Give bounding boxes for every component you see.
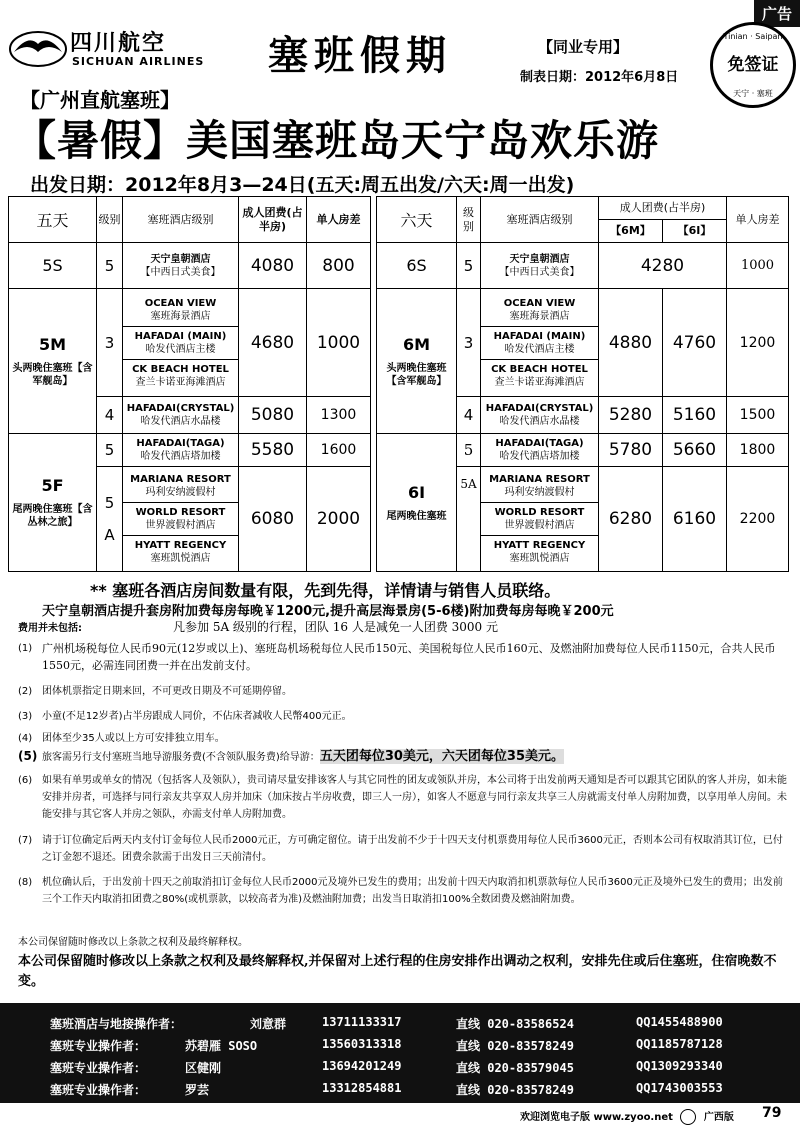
contact-qq: QQ1309293340: [636, 1059, 723, 1073]
hotel-name-cn: 哈发代酒店主楼: [504, 343, 575, 355]
hotel-name: WORLD RESORT: [494, 507, 585, 518]
term-text: 机位确认后，于出发前十四天之前取消扣订金每位人民币2000元及境外已发生的费用；出发前十四天内取消扣机票款每位人民币3600元正及境外已发生的费用；出发前三个工作天内取消扣团费之80%(或机票款，以较高者为准)及燃油附加费；出发当日取消扣100%全数团费及燃油附加费。: [42, 877, 783, 905]
term-item: [18, 772, 788, 824]
contact-row: [0, 1055, 800, 1077]
col-header-level: 级别: [97, 197, 123, 243]
route-tag: 【广州直航塞班】: [20, 88, 180, 112]
contact-footer: [0, 1003, 800, 1103]
stamp-top-text: Tinian · Saipan: [723, 32, 783, 41]
col-header-6i: 【6I】: [663, 220, 727, 243]
col-header-level: 级别: [457, 197, 481, 243]
term-text: 小童(不足12岁者)占半房跟成人同价，不佔床者减收人民幣400元正。: [42, 711, 352, 722]
hotel-level: 5: [457, 243, 481, 289]
term-number: (3): [18, 711, 33, 722]
adult-price: 6080: [239, 467, 307, 572]
col-header-6m: 【6M】: [599, 220, 663, 243]
adult-price-6i: 6160: [663, 467, 727, 572]
hotel-name: WORLD RESORT: [135, 507, 226, 518]
term-number: (4): [18, 733, 33, 744]
hotel-name-cn: 哈发代酒店塔加楼: [140, 451, 221, 462]
single-supplement: 1500: [727, 397, 789, 434]
group-discount-note: 凡参加 5A 级别的行程，团队 16 人是减免一人团费 3000 元: [173, 620, 498, 634]
hotel-name-cn: 塞班凯悦酒店: [509, 553, 570, 564]
single-supplement: 1000: [307, 289, 371, 397]
airline-name-cn: 四川航空: [70, 30, 167, 56]
airline-logo-icon: [8, 30, 68, 68]
hotel-name: OCEAN VIEW: [144, 297, 217, 309]
adult-price: 5080: [239, 397, 307, 434]
col-header-hotel: 塞班酒店级别: [481, 197, 599, 243]
table-date: 制表日期：2012年6月8日: [520, 70, 679, 85]
website-text: 欢迎浏览电子版 www.zyoo.net: [520, 1112, 673, 1123]
hotel-level: 4: [457, 397, 481, 434]
availability-notice: ** 塞班各酒店房间数量有限，先到先得，详情请与销售人员联络。: [90, 581, 561, 600]
col-header-hotel: 塞班酒店级别: [123, 197, 239, 243]
term-text: 如果有单男或单女的情况（包括客人及领队），贵司请尽量安排该客人与其它同性的团友或领队并房，本公司将于出发前两天通知是否可以跟其它团队的客人并房，如未能安排并房者，可选择与同行亲友共享双人房并加床（加床按占半房收费，即三人一房），如客人不愿意与同行亲友共享三人房就需支付单人房附加费，以享用单人房间。未能安排与其它客人并房之领队，亦需支付单人房附加费。: [42, 775, 787, 820]
contact-row: [0, 1033, 800, 1055]
single-supplement: 800: [307, 243, 371, 289]
website-line: [520, 1108, 734, 1125]
stamp-main-text: 免签证: [727, 55, 779, 75]
adult-price-6m: 5280: [599, 397, 663, 434]
table-row: [9, 289, 371, 397]
hotel-name: HAFADAI (MAIN): [493, 330, 586, 342]
term-text: 请于订位确定后两天内支付订金每位人民币2000元正，方可确定留位。请于出发前不少于十四天支付机票费用每位人民币3600元正，否则本公司有权取消其订位，已付之订金恕不退还。团费余款需于出发日三天前清付。: [42, 835, 783, 863]
hotel-name: HYATT REGENCY: [493, 540, 586, 551]
hotel-name-cn: 哈发代酒店塔加楼: [499, 451, 580, 462]
term-text: 广州机场税每位人民币90元(12岁或以上)、塞班岛机场税每位人民币150元、美国税每位人民币160元、及燃油附加费每位人民币1150元，合共人民币1550元，必需连同团费一并在出发前支付。: [42, 642, 776, 672]
hotel-level: 5: [97, 243, 123, 289]
exclusions-label: 费用并未包括:: [18, 623, 82, 634]
contact-direct-line: 直线 020-83578249: [456, 1083, 574, 1097]
contact-role: 塞班酒店与地接操作者：: [50, 1017, 183, 1031]
package-code: 6M: [402, 334, 431, 354]
contact-row: [0, 1011, 800, 1033]
table-row: [9, 243, 371, 289]
contact-direct-line: 直线 020-83579045: [456, 1061, 574, 1075]
contact-name: 刘意群: [250, 1017, 287, 1031]
hotel-name: MARIANA RESORT: [489, 474, 590, 485]
hotel-name: HAFADAI(CRYSTAL): [485, 403, 594, 414]
hotel-level: 3: [97, 289, 123, 397]
hotel-name: HYATT REGENCY: [134, 540, 227, 551]
hotel-note: 【中西日式美食】: [140, 266, 221, 278]
package-code: 5S: [9, 243, 97, 289]
adult-price-6m: 6280: [599, 467, 663, 572]
contact-role: 塞班专业操作者：: [50, 1083, 147, 1097]
package-code: 6S: [377, 243, 457, 289]
magazine-logo-icon: [680, 1109, 696, 1125]
hotel-level: 3: [457, 289, 481, 397]
hotel-note: 【中西日式美食】: [499, 266, 580, 278]
adult-price-6i: 4760: [663, 289, 727, 397]
col-header-adult-price: 成人团费(占半房): [599, 197, 727, 220]
contact-direct-line: 直线 020-83578249: [456, 1039, 574, 1053]
contact-direct-line: 直线 020-83586524: [456, 1017, 574, 1031]
hotel-name-cn: 玛利安纳渡假村: [145, 487, 216, 498]
term-text: 团体至少35人或以上方可安排独立用车。: [42, 733, 225, 744]
package-note: 尾两晚住塞班【含丛林之旅】: [12, 504, 93, 528]
hotel-name: 天宁皇朝酒店: [509, 253, 570, 265]
ad-tag: 广告: [754, 0, 800, 27]
page-number: 79: [762, 1105, 782, 1121]
adult-price-6i: 5160: [663, 397, 727, 434]
col-header-adult-price: 成人团费(占半房): [239, 197, 307, 243]
package-note: 头两晚住塞班【含军舰岛】: [12, 362, 93, 387]
six-day-price-table: [376, 196, 789, 572]
rights-note-small: 本公司保留随时修改以上条款之权利及最终解释权。: [18, 937, 248, 948]
edition-label: 广西版: [703, 1112, 734, 1123]
term-number: (1): [18, 643, 33, 654]
single-supplement: 2200: [727, 467, 789, 572]
hotel-name-cn: 查兰卡诺亚海滩酒店: [135, 376, 226, 388]
contact-qq: QQ1185787128: [636, 1037, 723, 1051]
hotel-name: HAFADAI(TAGA): [495, 438, 584, 449]
adult-price-6i: 5660: [663, 434, 727, 467]
trade-only-label: 【同业专用】: [538, 38, 629, 56]
package-code: 5M: [38, 334, 67, 354]
term-text: 团体机票指定日期来回，不可更改日期及不可延期停留。: [42, 686, 292, 697]
single-supplement: 1600: [307, 434, 371, 467]
hotel-level: 5: [97, 434, 123, 467]
airline-name-en: SICHUAN AIRLINES: [72, 55, 205, 68]
rights-note: 本公司保留随时修改以上条款之权利及最终解释权,并保留对上述行程的住房安排作出调动之权利，安排先住或后住塞班，住宿晚数不变。: [18, 954, 777, 989]
package-note: 尾两晚住塞班: [386, 510, 447, 522]
adult-price: 4680: [239, 289, 307, 397]
table-row: [377, 289, 789, 397]
upgrade-surcharge-notice: 天宁皇朝酒店提升套房附加费每房每晚￥1200元,提升高层海景房(5-6楼)附加费每房每晚￥200元: [42, 604, 614, 619]
hotel-name: HAFADAI (MAIN): [134, 330, 227, 342]
visa-free-stamp: [710, 22, 796, 108]
hotel-name: MARIANA RESORT: [130, 474, 231, 485]
stamp-bottom-text: 天宁 · 塞班: [733, 89, 773, 98]
table-row: [9, 434, 371, 467]
contact-name: 罗芸: [185, 1083, 210, 1097]
adult-price-6m: 4880: [599, 289, 663, 397]
contact-mobile: 13711133317: [322, 1015, 402, 1029]
hotel-name-cn: 查兰卡诺亚海滩酒店: [494, 376, 585, 388]
adult-price: 4080: [239, 243, 307, 289]
hotel-name-cn: 哈发代酒店水晶楼: [140, 416, 221, 427]
term-number: (5): [18, 749, 38, 763]
contact-mobile: 13694201249: [322, 1059, 402, 1073]
contact-qq: QQ1743003553: [636, 1081, 723, 1095]
term-number: (2): [18, 686, 33, 697]
hotel-name: OCEAN VIEW: [503, 297, 576, 309]
contact-row: [0, 1077, 800, 1099]
table-row: [377, 243, 789, 289]
contact-role: 塞班专业操作者：: [50, 1039, 147, 1053]
col-header-single-supplement: 单人房差: [307, 197, 371, 243]
table-row: [377, 434, 789, 467]
guide-fee-highlight: 五天团每位30美元，六天团每位35美元。: [319, 749, 564, 764]
departure-dates: 出发日期：2012年8月3—24日(五天:周五出发/六天:周一出发): [30, 174, 575, 196]
hotel-name-cn: 塞班海景酒店: [150, 310, 211, 322]
single-supplement: 1300: [307, 397, 371, 434]
page-headline: 【暑假】美国塞班岛天宁岛欢乐游: [14, 116, 660, 165]
package-code: 5F: [41, 476, 64, 495]
hotel-name-cn: 玛利安纳渡假村: [504, 487, 575, 498]
term-number: (7): [18, 835, 33, 846]
hotel-name-cn: 塞班海景酒店: [509, 310, 570, 322]
term-item: [18, 640, 788, 678]
hotel-name-cn: 世界渡假村酒店: [145, 520, 216, 531]
term-text: 旅客需另行支付塞班当地导游服务费(不含领队服务费)给导游：: [42, 752, 320, 763]
hotel-level: 5 A: [97, 467, 123, 572]
package-code: 6I: [407, 482, 426, 502]
hotel-name-cn: 哈发代酒店水晶楼: [499, 416, 580, 427]
hotel-name-cn: 塞班凯悦酒店: [150, 553, 211, 564]
col-header-single-supplement: 单人房差: [727, 197, 789, 243]
five-day-price-table: [8, 196, 371, 572]
single-supplement: 1800: [727, 434, 789, 467]
single-supplement: 1200: [727, 289, 789, 397]
contact-name: 苏碧雁 SOSO: [185, 1039, 258, 1053]
single-supplement: 1000: [727, 243, 789, 289]
hotel-level: 4: [97, 397, 123, 434]
hotel-name: HAFADAI(TAGA): [136, 438, 225, 449]
single-supplement: 2000: [307, 467, 371, 572]
col-header-package: 五天: [9, 197, 97, 243]
col-header-package: 六天: [377, 197, 457, 243]
hotel-level: 5A: [457, 467, 481, 572]
contact-qq: QQ1455488900: [636, 1015, 723, 1029]
brand-title: 塞班假期: [268, 32, 452, 79]
adult-price-6m: 5780: [599, 434, 663, 467]
contact-mobile: 13312854881: [322, 1081, 402, 1095]
hotel-name: 天宁皇朝酒店: [150, 253, 211, 265]
hotel-name-cn: 哈发代酒店主楼: [145, 343, 216, 355]
contact-name: 区健刚: [185, 1061, 222, 1075]
term-number: (6): [18, 775, 33, 786]
contact-role: 塞班专业操作者：: [50, 1061, 147, 1075]
hotel-name: CK BEACH HOTEL: [491, 363, 588, 375]
hotel-level: 5: [457, 434, 481, 467]
term-number: (8): [18, 877, 33, 888]
hotel-name: CK BEACH HOTEL: [132, 363, 229, 375]
term-item: [18, 874, 788, 926]
term-item: [18, 832, 788, 868]
adult-price: 4280: [599, 243, 727, 289]
adult-price: 5580: [239, 434, 307, 467]
hotel-name-cn: 世界渡假村酒店: [504, 520, 575, 531]
package-note: 头两晚住塞班【含军舰岛】: [386, 362, 447, 387]
hotel-name: HAFADAI(CRYSTAL): [126, 403, 235, 414]
contact-mobile: 13560313318: [322, 1037, 402, 1051]
